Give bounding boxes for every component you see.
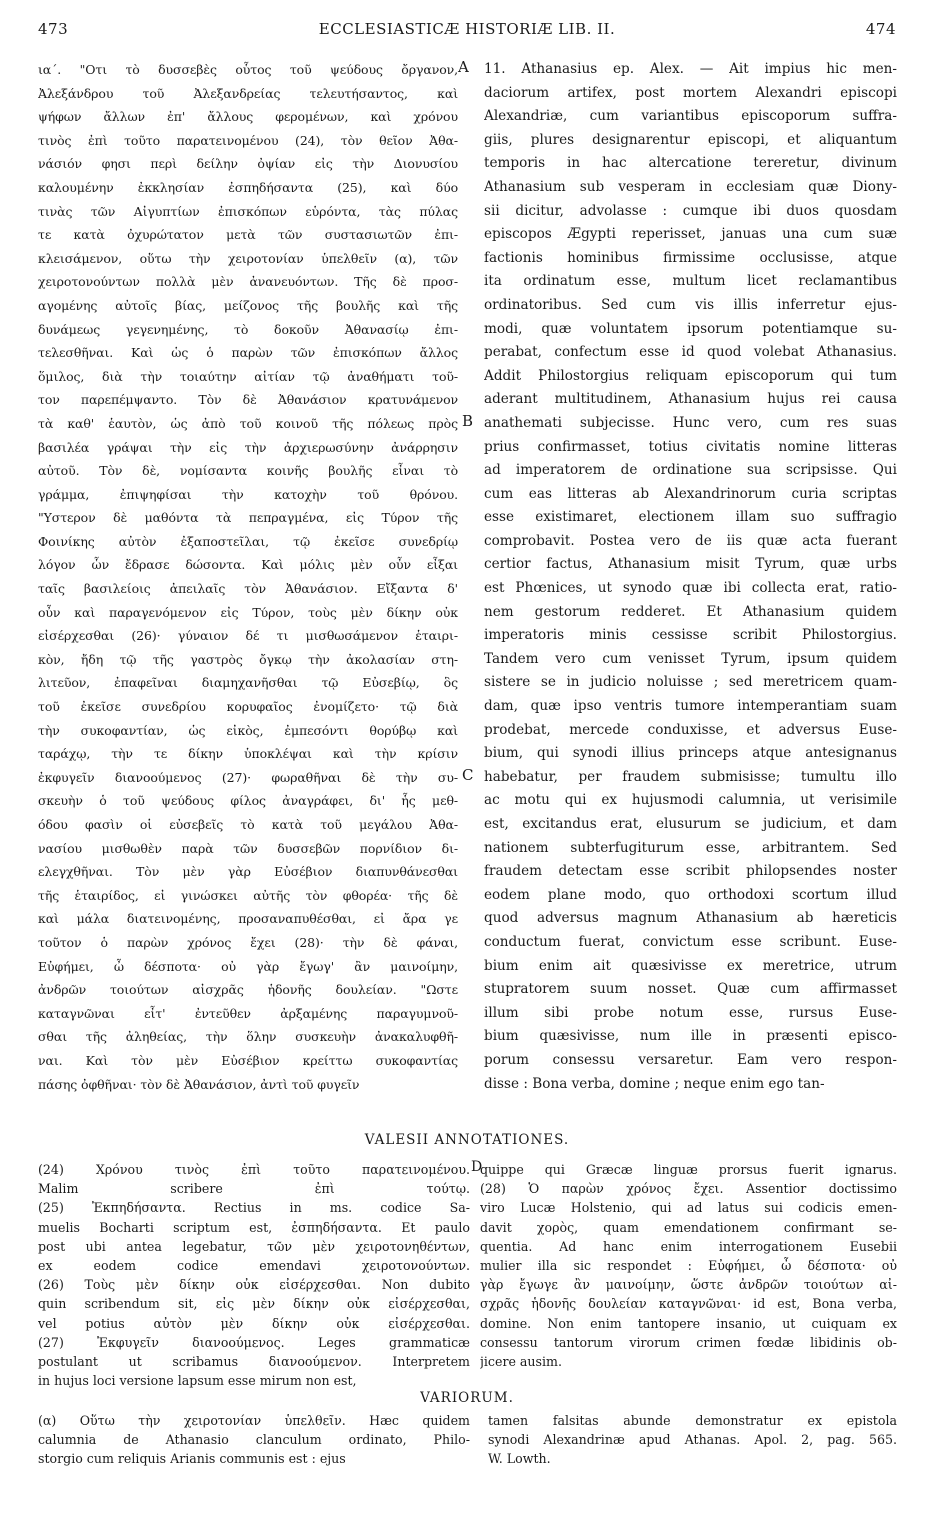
text-line: stupratorem suum nosset. Quæ cum affirmasset [484, 981, 897, 998]
text-line: giis, plures designarentur episcopi, et aliquantum [484, 131, 897, 148]
text-line: κὸν, ἤδη τῷ τῆς γαστρὸς ὄγκῳ τὴν ἀκολασίαν στη- [38, 651, 458, 667]
text-line: jicere ausim. [480, 1353, 562, 1369]
text-line: aderant multitudinem, Athanasium hujus rei causa [484, 391, 897, 408]
running-title: ECCLESIASTICÆ HISTORIÆ LIB. II. [318, 20, 616, 38]
greek-text-column [38, 58, 458, 1120]
text-line: χειροτονούντων πολλὰ μὲν ἀνανευόντων. Τῆς δὲ προσ- [38, 274, 458, 290]
text-line: αγομένης αὐτοῖς βίας, μείζονος τῆς βουλῆς καὶ τῆς [38, 297, 458, 313]
text-line: quin scribendum sit, εἰς μὲν δίκην οὐκ εἰσέρχεσθαι, [38, 1296, 470, 1312]
text-line: ita ordinatum esse, multum licet reclamantibus [484, 273, 897, 290]
text-line: ἐκφυγεῖν διανοούμενος (27)· φωραθῆναι δὲ τὴν συ- [38, 769, 458, 785]
text-line: τῆς ἑταιρίδος, εἰ γινώσκει αὐτῆς τὸν φθορέα· τῆς δὲ [38, 887, 458, 903]
text-line: daciorum artifex, post mortem Alexandri episcopi [484, 84, 897, 101]
text-line: αὐτοῦ. Τὸν δὲ, νομίσαντα κοινῆς βουλῆς εἶναι τὸ [38, 463, 458, 479]
annotations-left-column [38, 1160, 470, 1390]
text-line: τε κατὰ ὀχυρώτατον μετὰ τῶν συστασιωτῶν ἐπι- [38, 227, 458, 243]
variorum-heading: VARIORUM. [420, 1390, 514, 1406]
text-line: bium enim ait quæsivisse ex meretrice, utrum [484, 957, 897, 974]
text-line: in hujus loci versione lapsum esse mirum non est, [38, 1373, 357, 1389]
text-line: δυνάμεως γεγενημένης, τὸ δοκοῦν Ἀθανασίῳ ἐπι- [38, 321, 458, 337]
text-line: Athanasium sub vesperam in ecclesiam quæ Diony- [484, 178, 897, 195]
text-line: disse : Bona verba, domine ; neque enim ego tan- [484, 1075, 825, 1092]
text-line: domine. Non enim tantopere insanio, ut cuiquam ex [480, 1315, 897, 1331]
text-line: τινὰς τῶν Αἰγυπτίων ἐπισκόπων εὑρόντα, τὰς πύλας [38, 203, 458, 219]
text-line: quentia. Ad hanc enim interrogationem Eusebii [480, 1238, 897, 1254]
text-line: Alexandriæ, cum variantibus episcoporum suffra- [484, 108, 897, 125]
text-line: σχρᾶς ἡδονῆς δουλείαν καταγνῶναι· id est, Bona verba, [480, 1296, 897, 1312]
text-line: 11. Athanasius ep. Alex. — Ait impius hic men- [484, 61, 897, 77]
text-line: καλουμένην ἐκκλησίαν ἐσπηδήσαντα (25), καὶ δύο [38, 179, 458, 195]
text-line: episcopos Ægypti reperisset, januas una cum suæ [484, 226, 897, 243]
text-line: τοῦτον ὁ παρὼν χρόνος ἔχει (28)· τὴν δὲ φάναι, [38, 934, 458, 950]
text-line: ναι. Καὶ τὸν μὲν Εὐσέβιον κρείττω συκοφαντίας [38, 1052, 458, 1068]
text-line: τοῦ ἐκεῖσε συνεδρίου κορυφαῖος ἐνομίζετο· τῷ διὰ [38, 699, 458, 715]
text-line: storgio cum reliquis Arianis communis est : ejus [38, 1451, 346, 1467]
text-line: καὶ μάλα διατεινομένης, προσαναπυθέσθαι, εἰ ἄρα γε [38, 911, 458, 927]
text-line: davit χορὸς, quam emendationem confirmant se- [480, 1219, 897, 1235]
text-line: σθαι τῆς ἀληθείας, τὴν ὅλην συσκευὴν ἀνακαλυφθῆ- [38, 1029, 458, 1045]
text-line: (25) Ἐκπηδήσαντα. Rectius in ms. codice Sa- [38, 1200, 470, 1216]
text-line: modi, quæ voluntatem ipsorum potentiamque su- [484, 320, 897, 337]
text-line: calumnia de Athanasio clanculum ordinato, Philo- [38, 1432, 470, 1448]
text-line: porum consessu versaretur. Eam vero respon- [484, 1051, 897, 1068]
text-line: λιτεῦον, ἐπαφεῖναι διαμηχανῆσθαι τῷ Εὐσεβίῳ, ὃς [38, 675, 458, 691]
text-line: fraudem detectam esse scribit philopsendes noster [484, 863, 897, 880]
text-line: (24) Χρόνου τινὸς ἐπὶ τοῦτο παρατεινομένου. [38, 1162, 470, 1177]
text-line: ελεγχθῆναι. Τὸν μὲν γὰρ Εὐσέβιον διαπυνθάνεσθαι [38, 864, 458, 880]
text-line: ια΄. "Οτι τὸ δυσσεβὲς οὗτος τοῦ ψεύδους ὄργανον, [38, 62, 458, 77]
text-line: factionis hominibus firmissime occlusisse, atque [484, 249, 897, 266]
text-line: ad imperatorem de ordinatione sua scripsisse. Qui [484, 462, 897, 479]
text-line: ex eodem codice emendavi χειροτονούντων. [38, 1257, 470, 1273]
text-line: ὅμιλος, διὰ τὴν τοιαύτην αἰτίαν τῷ ἀναθήματι τοῦ- [38, 368, 458, 384]
variorum-left-column [38, 1411, 470, 1469]
text-line: est, excitandus erat, elusurum se judicium, et dam [484, 816, 897, 832]
text-line: ordinatoribus. Sed cum vis illis inferretur ejus- [484, 296, 897, 313]
text-line: Ἀλεξάνδρου τοῦ Ἀλεξανδρείας τελευτήσαντος, καὶ [38, 85, 458, 101]
text-line: muelis Bocharti scriptum est, ἐσπηδήσαντα. Et paulo [38, 1219, 470, 1235]
text-line: bium, qui synodi illius princeps atque antesignanus [484, 745, 897, 762]
text-line: illum sibi probe notum esse, rursus Euse- [484, 1004, 897, 1021]
text-line: comprobavit. Postea vero de iis quæ acta fuerant [484, 532, 897, 549]
text-line: perabat, confectum esse id quod volebat Athanasius. [484, 344, 897, 361]
text-line: consessu tantorum virorum crimen fœdæ libidinis ob- [480, 1334, 897, 1350]
text-line: quod adversus magnum Athanasium ab hæreticis [484, 910, 897, 927]
margin-letter-a: A [458, 58, 469, 76]
text-line: bium quæsivisse, num ille in præsenti episco- [484, 1028, 897, 1045]
text-line: ἀνδρῶν τοιούτων αἰσχρᾶς ἡδονῆς δουλείαν. "Ωστε [38, 982, 458, 998]
annotations-right-column [480, 1160, 897, 1371]
text-line: imperatoris minis cessisse scribit Philostorgius. [484, 627, 897, 644]
margin-letter-d: D [471, 1159, 483, 1175]
text-line: sii dicitur, advolasse : cumque ibi duos quosdam [484, 202, 897, 219]
text-line: τὰ καθ' ἑαυτὸν, ὡς ἀπὸ τοῦ κοινοῦ τῆς πόλεως πρὸς [38, 415, 458, 431]
text-line: γὰρ ἔγωγε ἂν μαινοίμην, ὥστε ἀνδρῶν τοιούτων αἰ- [480, 1277, 897, 1293]
text-line: anathemati subjecisse. Hunc vero, cum res suas [484, 414, 897, 431]
text-line: οὖν καὶ παραγενόμενον εἰς Τύρον, τοὺς μὲν δίκην οὐκ [38, 604, 458, 620]
text-line: (26) Τοὺς μὲν δίκην οὐκ εἰσέρχεσθαι. Non dubito [38, 1277, 470, 1293]
text-line: (28) Ὁ παρὼν χρόνος ἔχει. Assentior doctissimo [480, 1181, 897, 1197]
text-line: εἰσέρχεσθαι (26)· γύναιον δέ τι μισθωσάμενον ἑταιρι- [38, 628, 458, 644]
text-line: prius confirmasset, totius civitatis nomine litteras [484, 438, 897, 455]
text-line: post ubi antea legebatur, τῶν μὲν χειροτονηθέντων, [38, 1238, 470, 1254]
text-line: τὴν συκοφαντίαν, ὡς εἰκὸς, ἐμπεσόντι θορύβῳ καὶ [38, 722, 458, 738]
text-line: Εὐφήμει, ὦ δέσποτα· οὐ γὰρ ἔγωγ' ἂν μαινοίμην, [38, 958, 458, 974]
text-line: esse existimaret, electionem illam suo suffragio [484, 509, 897, 526]
annotations-heading: VALESII ANNOTATIONES. [364, 1132, 570, 1148]
text-line: ac motu qui ex hujusmodi calumnia, ut verisimile [484, 792, 897, 809]
text-line: σκευὴν ὁ τοῦ ψεύδους φίλος ἀναγράφει, δι' ἧς μεθ- [38, 793, 458, 809]
text-line: tamen falsitas abunde demonstratur ex epistola [488, 1413, 897, 1428]
page-number-left: 473 [38, 20, 69, 38]
text-line: conductum fuerat, convictum esse scribunt. Euse- [484, 933, 897, 950]
running-header [38, 20, 896, 42]
text-line: temporis in hac altercatione tereretur, divinum [484, 155, 897, 172]
variorum-right-column [488, 1411, 897, 1469]
text-line: νάσιόν φησι περὶ δείλην ὀψίαν εἰς τὴν Διονυσίου [38, 156, 458, 172]
text-line: mulier illa sic respondet : Εὐφήμει, ὦ δέσποτα· οὐ [480, 1257, 897, 1273]
text-line: (α) Οὕτω τὴν χειροτονίαν ὑπελθεῖν. Hæc quidem [38, 1413, 470, 1428]
text-line: est Phœnices, ut synodo quæ ibi collecta erat, ratio- [484, 580, 897, 597]
text-line: βασιλέα γράψαι τὴν εἰς τὴν ἀρχιερωσύνην ἀνάρρησιν [38, 439, 458, 455]
text-line: dam, quæ ipso ventris tumore intemperantiam suam [484, 698, 897, 715]
text-line: synodi Alexandrinæ apud Athanas. Apol. 2, pag. 565. [488, 1432, 897, 1448]
text-line: Malim scribere ἐπὶ τούτῳ. [38, 1181, 470, 1197]
text-line: κλεισάμενον, οὕτω τὴν χειροτονίαν ὑπελθεῖν (α), τῶν [38, 250, 458, 266]
text-line: τον παρεπέμψαντο. Τὸν δὲ Ἀθανάσιον κρατυνάμενον [38, 392, 458, 408]
text-line: quippe qui Græcæ linguæ prorsus fuerit ignarus. [480, 1162, 897, 1177]
text-line: πάσης ὀφθῆναι· τὸν δὲ Ἀθανάσιον, ἀντὶ τοῦ φυγεῖν [38, 1076, 360, 1092]
text-line: τελεσθῆναι. Καὶ ὡς ὁ παρὼν τῶν ἐπισκόπων ἄλλος [38, 345, 458, 361]
margin-letter-c: C [462, 766, 474, 784]
text-line: habebatur, per fraudem submisisse; tumultu illo [484, 768, 897, 785]
text-line: "Υστερον δὲ μαθόντα τὰ πεπραγμένα, εἰς Τύρον τῆς [38, 510, 458, 526]
text-line: Addit Philostorgius reliquam episcoporum qui tum [484, 367, 897, 384]
text-line: vel potius αὐτὸν μὲν δίκην οὐκ εἰσέρχεσθαι. [38, 1315, 470, 1331]
text-line: sistere se in judicio noluisse ; sed meretricem quam- [484, 674, 897, 691]
text-line: nationem subterfugiturum esse, arbitrantem. Sed [484, 839, 897, 856]
text-line: (27) Ἐκφυγεῖν διανοούμενος. Leges grammaticæ [38, 1334, 470, 1350]
text-line: W. Lowth. [488, 1451, 551, 1467]
text-line: όδου φασὶν οἱ εὐσεβεῖς τὸ κατὰ τοῦ μεγάλου Ἀθα- [38, 817, 458, 832]
text-line: ψήφων ἄλλων ἐπ' ἄλλους φερομένων, καὶ χρόνου [38, 109, 458, 125]
text-line: cum eas litteras ab Alexandrinorum curia scriptas [484, 485, 897, 502]
text-line: τινὸς ἐπὶ τοῦτο παρατεινομένου (24), τὸν θεῖον Ἀθα- [38, 132, 458, 148]
text-line: νασίου μισθωθὲν παρὰ τῶν δυσσεβῶν πορνίδιον δι- [38, 840, 458, 856]
text-line: καταγνῶναι εἶτ' ἐντεῦθεν ἀρξαμένης παραγυμνοῦ- [38, 1005, 458, 1021]
text-line: nem gestorum redderet. Et Athanasium quidem [484, 603, 897, 620]
text-line: certior factus, Athanasium misit Tyrum, quæ urbs [484, 556, 897, 573]
text-line: ταῖς βασιλείοις ἀπειλαῖς τὸν Ἀθανάσιον. Εἴξαντα δ' [38, 581, 458, 597]
text-line: eodem plane modo, quo orthodoxi scortum illud [484, 886, 897, 903]
text-line: λόγον ὧν ἔδρασε δώσοντα. Καὶ μόλις μὲν οὖν εἶξαι [38, 557, 458, 573]
text-line: viro Lucæ Holstenio, qui ad latus sui codicis emen- [480, 1200, 897, 1216]
margin-letter-b: B [462, 412, 474, 430]
text-line: Φοινίκης αὐτὸν ἐξαποστεῖλαι, τῷ ἐκεῖσε συνεδρίῳ [38, 533, 458, 549]
text-line: postulant ut scribamus διανοούμενον. Interpretem [38, 1353, 470, 1369]
text-line: prodebat, mercede conduxisse, et adversus Euse- [484, 721, 897, 738]
text-line: Tandem vero cum venisset Tyrum, ipsum quidem [484, 650, 897, 667]
latin-text-column [484, 58, 897, 1120]
page-number-right: 474 [865, 20, 896, 38]
text-line: ταράχῳ, τὴν τε δίκην ὑποκλέψαι καὶ τὴν κρίσιν [38, 746, 458, 762]
text-line: γράμμα, ἐπιψηφίσαι τὴν κατοχὴν τοῦ θρόνου. [38, 486, 458, 502]
